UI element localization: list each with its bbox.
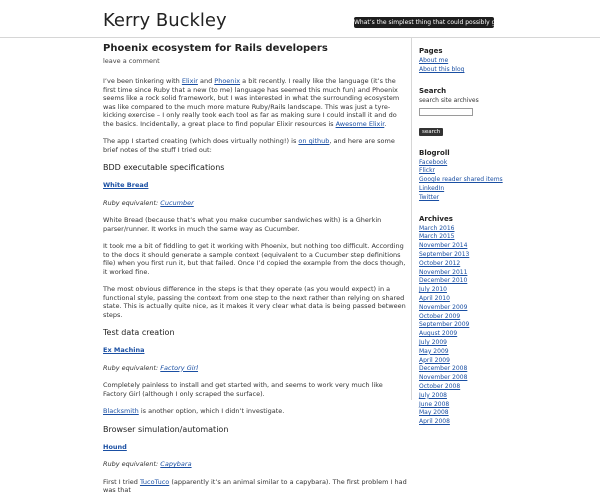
awesome-elixir-link[interactable]: Awesome Elixir xyxy=(335,119,385,128)
hound-link[interactable]: Hound xyxy=(103,442,127,451)
intro-text-2: and xyxy=(197,77,215,85)
archive-link[interactable]: July 2009 xyxy=(419,338,447,346)
blogroll-widget xyxy=(419,149,531,203)
capybara-link[interactable]: Capybara xyxy=(160,460,192,468)
archive-link[interactable]: April 2008 xyxy=(419,418,450,426)
tucotuco-link[interactable]: TucoTuco xyxy=(139,477,170,486)
archive-link[interactable]: March 2016 xyxy=(419,224,455,232)
ex-machina-paragraph-1: Completely painless to install and get started with, and seems to work very much like Factory Girl (although I only scraped the surface). xyxy=(103,381,383,398)
archive-link[interactable]: May 2009 xyxy=(419,347,449,355)
archive-link[interactable]: December 2008 xyxy=(419,365,468,373)
intro2-text-2: , and here are some brief notes of the stuff I tried out: xyxy=(103,137,395,154)
cucumber-link[interactable]: Cucumber xyxy=(160,198,194,207)
archive-link[interactable]: October 2012 xyxy=(419,259,461,267)
pages-title: Pages xyxy=(419,47,443,55)
archive-link[interactable]: December 2010 xyxy=(419,277,468,285)
archive-link[interactable]: September 2009 xyxy=(419,321,470,329)
archive-link[interactable]: April 2010 xyxy=(419,294,450,302)
post-content xyxy=(103,43,407,494)
archives-widget xyxy=(419,215,531,427)
archive-link[interactable]: August 2009 xyxy=(419,330,458,338)
ex-machina-link[interactable]: Ex Machina xyxy=(103,346,145,354)
archive-link[interactable]: November 2008 xyxy=(419,374,468,382)
header-divider xyxy=(0,37,600,38)
site-tagline: What’s the simplest thing that could possibly go wrong? xyxy=(354,19,523,26)
archive-link[interactable]: November 2014 xyxy=(419,242,468,250)
ruby-equivalent-cucumber xyxy=(103,199,407,208)
factory-girl-link[interactable]: Factory Girl xyxy=(160,363,199,372)
archives-title: Archives xyxy=(419,214,453,223)
ruby-equivalent-label: Ruby equivalent: xyxy=(103,460,161,468)
blacksmith-text: is another option, which I didn’t investigate. xyxy=(138,407,285,415)
section-heading-bdd: BDD executable specifications xyxy=(103,163,225,172)
search-title: Search xyxy=(419,86,447,95)
section-heading-browser: Browser simulation/automation xyxy=(103,424,229,434)
ruby-equivalent-factory-girl xyxy=(103,364,407,373)
intro-text-4: . xyxy=(384,119,387,128)
archive-link[interactable]: June 2008 xyxy=(419,400,450,408)
archive-link[interactable]: July 2008 xyxy=(419,391,447,399)
archive-link[interactable]: April 2009 xyxy=(419,356,450,364)
section-heading-test-data: Test data creation xyxy=(103,328,175,337)
pages-widget xyxy=(419,47,531,75)
white-bread-paragraph-1: White Bread (because that’s what you make cucumber sandwiches with) is a Gherkin parser/runner. It works in much the same way as Cucumber. xyxy=(103,216,382,233)
white-bread-paragraph-2: It took me a bit of fiddling to get it working with Phoenix, but nothing too difficult. According to the docs it should generate a sample context (equivalent to a Cucumber step definitions file) when you first run it, but that failed. Once I’d copied the example from the docs though, it worked fine. xyxy=(103,242,406,276)
page-link-about-blog[interactable]: About this blog xyxy=(419,65,465,73)
blogroll-title: Blogroll xyxy=(419,148,450,157)
intro-text-1: I’ve been tinkering with xyxy=(103,77,182,85)
search-label: search site archives xyxy=(419,96,479,104)
white-bread-link[interactable]: White Bread xyxy=(103,181,149,189)
sidebar xyxy=(419,47,531,426)
elixir-link[interactable]: Elixir xyxy=(181,77,198,85)
intro-paragraph-1 xyxy=(103,77,407,128)
sidebar-divider xyxy=(411,38,412,400)
leave-comment-link[interactable]: leave a comment xyxy=(103,57,160,65)
blogroll-link-flickr[interactable]: Flickr xyxy=(419,167,436,175)
archive-link[interactable]: July 2010 xyxy=(419,286,447,294)
blogroll-link-facebook[interactable]: Facebook xyxy=(419,158,448,166)
archive-link[interactable]: November 2011 xyxy=(419,268,468,276)
blogroll-link-twitter[interactable]: Twitter xyxy=(419,193,440,201)
hound-text-1: First I tried xyxy=(103,477,140,486)
archive-link[interactable]: October 2009 xyxy=(419,312,461,320)
hound-text-2: (apparently it’s an animal similar to a capybara). The first problem I had was that xyxy=(103,477,407,494)
hound-paragraph-1 xyxy=(103,478,407,495)
search-input[interactable] xyxy=(419,108,473,116)
ruby-equivalent-capybara xyxy=(103,460,407,469)
ruby-equivalent-label: Ruby equivalent: xyxy=(103,363,161,372)
search-button[interactable]: search xyxy=(419,128,443,136)
github-link[interactable]: on github xyxy=(298,137,330,145)
intro-text-3: a bit recently. I really like the language (it’s the first time since Ruby that a new (to me) language has seemed this much fun) and Phoenix seems like a rock solid framework, but I was interested in what the surrounding ecosystem was like compared to the much more mature Ruby/Rails landscape. This was just a tyre-kicking exercise – I only really took each tool as far as making sure I could install it and do the basics. Incidentally, a great place to find popular Elixir resources is xyxy=(103,77,400,128)
blacksmith-paragraph xyxy=(103,407,407,416)
intro2-text-1: The app I started creating (which does virtually nothing!) is xyxy=(103,137,299,145)
phoenix-link[interactable]: Phoenix xyxy=(214,77,241,85)
hound-heading xyxy=(103,443,407,452)
site-title[interactable]: Kerry Buckley xyxy=(103,10,227,31)
ruby-equivalent-label: Ruby equivalent: xyxy=(103,198,161,207)
archive-link[interactable]: May 2008 xyxy=(419,409,449,417)
search-widget xyxy=(419,87,531,137)
blogroll-link-linkedin[interactable]: LinkedIn xyxy=(419,184,445,192)
white-bread-heading xyxy=(103,181,407,190)
blacksmith-link[interactable]: Blacksmith xyxy=(103,407,139,415)
archive-link[interactable]: October 2008 xyxy=(419,382,461,390)
blogroll-link-google-reader[interactable]: Google reader shared items xyxy=(419,176,503,184)
archive-link[interactable]: November 2009 xyxy=(419,303,468,311)
archive-link[interactable]: September 2013 xyxy=(419,250,470,258)
intro-paragraph-2 xyxy=(103,137,407,154)
page-link-about-me[interactable]: About me xyxy=(419,57,449,64)
archive-link[interactable]: March 2015 xyxy=(419,233,455,241)
post-title[interactable]: Phoenix ecosystem for Rails developers xyxy=(103,43,328,54)
site-header xyxy=(0,0,600,38)
ex-machina-heading xyxy=(103,346,407,355)
white-bread-paragraph-3: The most obvious difference in the steps is that they operate (as you would expect) in a functional style, passing the context from one step to the next rather than relying on shared state. This is actually quite nice, as it makes it very clear what data is being passed between steps. xyxy=(103,285,406,319)
